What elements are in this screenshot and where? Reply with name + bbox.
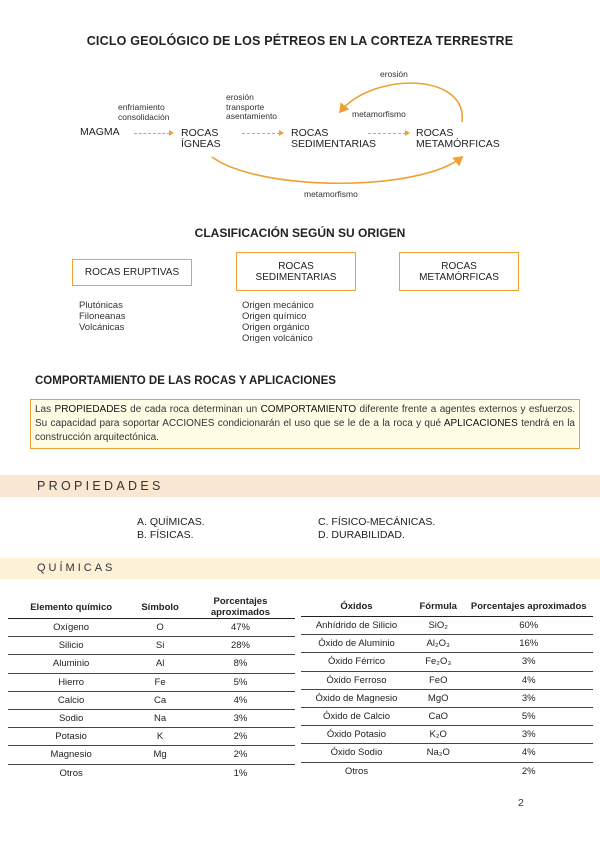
col-header: Símbolo [134, 596, 186, 619]
properties-band [0, 475, 600, 497]
oxides-table [301, 596, 593, 780]
classification-title: CLASIFICACIÓN SEGÚN SU ORIGEN [194, 226, 406, 240]
properties-title: PROPIEDADES [37, 479, 164, 493]
label-metamorfismo-bottom: metamorfismo [304, 189, 358, 199]
col-header: Óxidos [301, 596, 412, 617]
table-row: Óxido de Aluminio Al₂O₃ 16% [301, 635, 593, 653]
table-row: Anhídrido de Silicio SiO₂ 60% [301, 617, 593, 635]
col-header: Elemento químico [8, 596, 134, 619]
arrowhead-3 [405, 130, 410, 136]
table-header-row [8, 596, 295, 619]
node-rocas-metamorficas: ROCAS METAMÓRFICAS [416, 127, 500, 150]
list-item: Origen orgánico [242, 322, 310, 333]
property-types-left [137, 516, 205, 542]
label-erosion-transporte: erosión transporte asentamiento [226, 92, 278, 121]
table-row: Calcio Ca 4% [8, 691, 295, 709]
table-row: Aluminio Al 8% [8, 655, 295, 673]
list-item: Filoneanas [79, 311, 126, 322]
property-type-d: D. DURABILIDAD. [318, 529, 405, 541]
label-enfriamiento: enfriamiento consolidación [118, 102, 170, 122]
table-row: Sodio Na 3% [8, 709, 295, 727]
cycle-arrows [0, 0, 600, 210]
table-row: Óxido de Calcio CaO 5% [301, 707, 593, 725]
list-item: Origen mecánico [242, 300, 314, 311]
list-item: Origen químico [242, 311, 307, 322]
table-row: Potasio K 2% [8, 728, 295, 746]
list-item: Origen volcánico [242, 333, 313, 344]
table-row: Óxido Férrico Fe₂O₃ 3% [301, 653, 593, 671]
property-type-a: A. QUÍMICAS. [137, 516, 205, 528]
table-row: Óxido Sodio Na₂O 4% [301, 744, 593, 762]
box-rocas-eruptivas: ROCAS ERUPTIVAS [72, 259, 192, 286]
table-row: Silicio Si 28% [8, 637, 295, 655]
box-rocas-sedimentarias: ROCAS SEDIMENTARIAS [236, 252, 356, 291]
col-header: Porcentajes aproximados [186, 596, 295, 619]
box-rocas-metamorficas: ROCAS METAMÓRFICAS [399, 252, 519, 291]
list-item: Plutónicas [79, 300, 123, 311]
table-header-row [301, 596, 593, 617]
label-erosion-top: erosión [380, 69, 408, 79]
page-title: CICLO GEOLÓGICO DE LOS PÉTREOS EN LA CORTEZA TERRESTRE [86, 34, 514, 48]
arrowhead-1 [169, 130, 174, 136]
list-eruptivas [79, 300, 125, 333]
behaviour-title: COMPORTAMIENTO DE LAS ROCAS Y APLICACIONES [35, 375, 336, 387]
arrow-magma-igneas [134, 133, 170, 134]
list-item: Volcánicas [79, 322, 125, 333]
behaviour-paragraph: Las PROPIEDADES de cada roca determinan un COMPORTAMIENTO diferente frente a agentes externos y esfuerzos. Su capacidad para soportar ACCIONES condicionarán el uso que se le de a la roca y qué APLICACIONES tendrá en la construcción arquitectónica. [30, 399, 580, 449]
node-rocas-igneas: ROCAS ÍGNEAS [181, 127, 221, 150]
node-rocas-sedimentarias: ROCAS SEDIMENTARIAS [291, 127, 376, 150]
arrow-sedimentarias-metamorficas [368, 133, 406, 134]
table-row: Otros 2% [344, 765, 536, 777]
col-header: Fórmula [412, 596, 465, 617]
table-row: Óxido de Magnesio MgO 3% [301, 689, 593, 707]
page-number: 2 [518, 797, 524, 809]
table-row: Oxígeno O 47% [8, 619, 295, 637]
property-type-b: B. FÍSICAS. [137, 529, 194, 541]
table-row: Hierro Fe 5% [8, 673, 295, 691]
quimicas-band [0, 558, 600, 579]
list-sedimentarias [242, 300, 314, 344]
quimicas-title: QUÍMICAS [37, 562, 116, 574]
table-row: Óxido Ferroso FeO 4% [301, 671, 593, 689]
node-magma: MAGMA [80, 126, 120, 138]
arrow-igneas-sedimentarias [242, 133, 280, 134]
metamorphism-bottom-arc [212, 157, 462, 183]
label-metamorfismo-inner: metamorfismo [352, 109, 406, 119]
property-type-c: C. FÍSICO-MECÁNICAS. [318, 516, 436, 528]
table-row: Óxido Potasio K₂O 3% [301, 726, 593, 744]
table-row: Otros 1% [59, 767, 248, 779]
property-types-right [318, 516, 435, 542]
elements-table [8, 596, 295, 782]
table-row: Magnesio Mg 2% [8, 746, 295, 764]
col-header: Porcentajes aproximados [465, 596, 594, 617]
arrowhead-2 [279, 130, 284, 136]
